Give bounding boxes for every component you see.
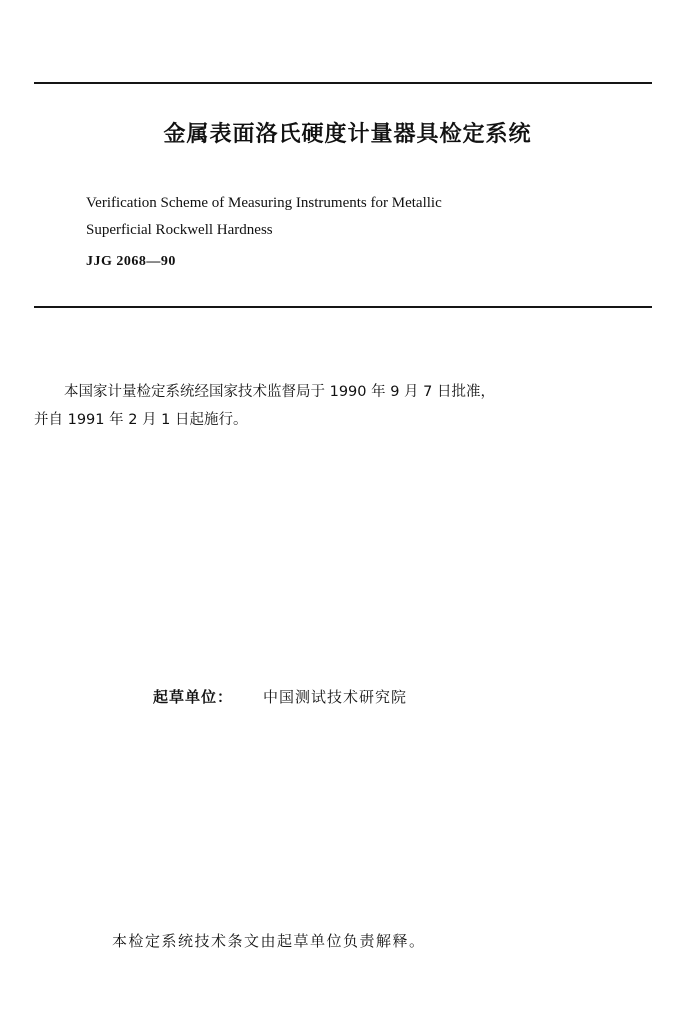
approval-line-1: 本国家计量检定系统经国家技术监督局于 1990 年 9 月 7 日批准， — [64, 384, 496, 400]
document-code: JJG 2068—90 — [86, 254, 176, 269]
drafting-unit — [153, 686, 407, 707]
drafting-unit-value: 中国测试技术研究院 — [263, 688, 408, 706]
document-title-chinese: 金属表面洛氏硬度计量器具检定系统 — [163, 122, 532, 147]
interpretation-note: 本检定系统技术条文由起草单位负责解释。 — [112, 932, 426, 950]
document-title-english — [86, 190, 626, 244]
approval-line-2: 并自 1991 年 2 月 1 日起施行。 — [34, 412, 248, 428]
bottom-rule — [34, 306, 652, 308]
title-english-line-2: Superficial Rockwell Hardness — [86, 222, 273, 238]
approval-statement — [34, 378, 656, 434]
title-english-line-1: Verification Scheme of Measuring Instruments for Metallic — [86, 195, 442, 211]
drafting-unit-label: 起草单位： — [153, 688, 234, 706]
top-rule — [34, 82, 652, 84]
